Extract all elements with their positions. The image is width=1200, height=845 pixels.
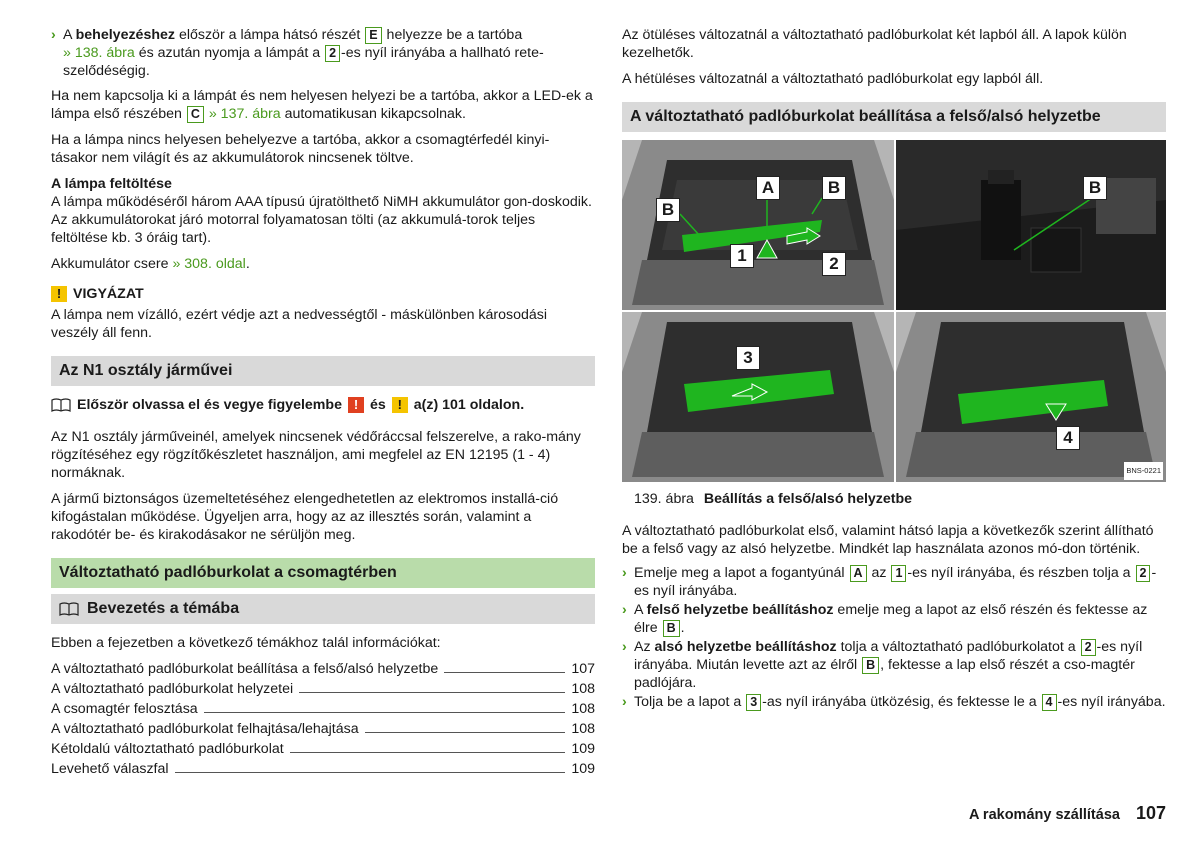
text: Emelje meg a lapot a fogantyúnál — [634, 565, 849, 581]
label-box-4: 4 — [1042, 694, 1057, 711]
page-footer — [969, 804, 1166, 824]
trunk-image — [622, 140, 894, 310]
toc-leader — [175, 772, 566, 773]
step-arrow-icon: › — [622, 602, 627, 618]
floor-heading: Változtatható padlóburkolat a csomagtérben — [51, 558, 595, 588]
page-number: 107 — [1135, 803, 1166, 823]
note-text: és — [369, 397, 386, 413]
caption-title: Beállítás a felső/alsó helyzetbe — [703, 491, 913, 507]
figure-code: BNS-0221 — [1124, 462, 1163, 480]
label-box-a: A — [850, 565, 867, 582]
figure-caption — [634, 490, 1166, 508]
toc-title: A változtatható padlóburkolat beállítása a felső/alsó helyzetbe — [51, 661, 439, 677]
charge-paragraph: A lámpa működéséről három AAA típusú újratölthető NiMH akkumulátor gon-doskodik. Az akkumulátorokat járó motorral folyamatosan tölti (az akkumulá-torok teljes feltöltése kb. 3 óráig tart). — [51, 194, 592, 246]
intro-text: Ebben a fejezetben a következő témákhoz talál információkat: — [51, 635, 441, 651]
step-arrow-icon: › — [51, 27, 56, 43]
text: emelje meg a lapot az első részén és fektesse az élre — [634, 602, 1148, 636]
figure-panel-1 — [622, 140, 894, 310]
left-column — [51, 26, 595, 778]
right-column — [622, 26, 1166, 712]
label-1: 1 — [730, 244, 754, 268]
five-seat-paragraph: Az ötüléses változatnál a változtatható padlóburkolat két lapból áll. A lapok külön kezelhetők. — [622, 27, 1127, 61]
step-arrow-icon: › — [622, 694, 627, 710]
text: -es nyíl irányába. — [1057, 694, 1166, 710]
keyword: felső helyzetbe beállításhoz — [646, 602, 834, 618]
label-box-b: B — [862, 657, 879, 674]
page-link-308[interactable]: » 308. oldal — [172, 256, 246, 272]
label-b: B — [656, 198, 680, 222]
text: A — [63, 27, 76, 43]
warning-title — [51, 285, 595, 303]
figure-panel-4 — [896, 312, 1166, 482]
footer-section: A rakomány szállítása — [968, 807, 1120, 823]
book-icon — [51, 398, 71, 412]
label-box-2: 2 — [1081, 639, 1096, 656]
n1-paragraph-2: A jármű biztonságos üzemeltetéséhez elengedhetetlen az elektromos installá-ció kifogástalan működése. Ügyeljen arra, hogy az az illesztés során, valamint a rakodótér be- és kirakodásakor ne sérüljön meg. — [51, 491, 559, 543]
toc-page: 108 — [571, 701, 595, 717]
n1-paragraph-1: Az N1 osztály járműveinél, amelyek nincsenek védőráccsal felszerelve, a rako-mány rögzítéséhez egy rögzítőkészletet használjon, ami megfelel az EN 12195 (1 - 4) normáknak. — [51, 429, 581, 481]
text: A — [634, 602, 647, 618]
warning-icon: ! — [51, 286, 67, 302]
detail-image — [896, 140, 1166, 310]
label-box-b: B — [663, 620, 680, 637]
text: először a lámpa hátsó részét — [175, 27, 365, 43]
step-arrow-icon: › — [622, 639, 627, 655]
figure-panel-2 — [896, 140, 1166, 310]
toc-leader — [299, 692, 565, 693]
insert-lamp-step — [51, 26, 595, 80]
figure-139 — [622, 140, 1166, 482]
adjust-paragraph: A változtatható padlóburkolat első, valamint hátsó lapja a következők szerint állítható be a felső vagy az alsó helyzetbe. Mindkét lap használata azonos mó-don történik. — [622, 523, 1154, 557]
text: -es nyíl irányába. Miután levette azt az élről — [634, 639, 1143, 673]
label-box-c: C — [187, 106, 204, 123]
label-box-2: 2 — [1136, 565, 1151, 582]
text: -es nyíl irányába, és részben tolja a — [907, 565, 1135, 581]
note-text: a(z) 101 oldalon. — [413, 397, 525, 413]
label-a: A — [756, 176, 780, 200]
label-2: 2 — [822, 252, 846, 276]
text: Az — [634, 639, 655, 655]
toc-row[interactable] — [51, 678, 595, 698]
led-paragraph — [51, 87, 595, 123]
danger-icon: ! — [348, 397, 364, 413]
label-3: 3 — [736, 346, 760, 370]
toc-row[interactable] — [51, 758, 595, 778]
label-box-1: 1 — [891, 565, 906, 582]
toc-leader — [290, 752, 566, 753]
step-arrow-icon: › — [622, 565, 627, 581]
toc-title: A változtatható padlóburkolat helyzetei — [51, 681, 294, 697]
toc-leader — [444, 672, 565, 673]
caption-number: 139. ábra — [634, 491, 694, 507]
adjust-heading: A változtatható padlóburkolat beállítása a felső/alsó helyzetbe — [622, 102, 1166, 132]
text: . — [245, 256, 250, 272]
step-3 — [622, 638, 1166, 692]
intro-heading-label: Bevezetés a témába — [87, 600, 240, 617]
figure-panel-3 — [622, 312, 894, 482]
text: Akkumulátor csere — [51, 256, 173, 272]
toc-row[interactable] — [51, 718, 595, 738]
warning-text: A lámpa nem vízálló, ezért védje azt a nedvességtől - máskülönben károsodási veszély áll fenn. — [51, 307, 548, 341]
text: , fektesse a lap első részét a cso-magtér padlójára. — [634, 657, 1135, 691]
intro-heading — [51, 594, 595, 624]
text: Tolja be a lapot a — [634, 694, 746, 710]
trunk-image — [622, 312, 894, 482]
label-b: B — [1083, 176, 1107, 200]
n1-note — [51, 396, 595, 414]
text: . — [680, 620, 685, 636]
toc-page: 108 — [571, 681, 595, 697]
label-box-2: 2 — [325, 45, 340, 62]
book-icon — [59, 602, 79, 616]
figure-link-137[interactable]: » 137. ábra — [208, 106, 281, 122]
keyword: behelyezéshez — [75, 27, 175, 43]
battery-paragraph — [51, 255, 595, 273]
step-1 — [622, 564, 1166, 600]
toc-row[interactable] — [51, 738, 595, 758]
label-4: 4 — [1056, 426, 1080, 450]
toc-title: A csomagtér felosztása — [51, 701, 198, 717]
holder-paragraph: Ha a lámpa nincs helyesen behelyezve a tartóba, akkor a csomagtérfedél kinyi-tásakor nem világít és az akkumulátorok nincsenek töltve. — [51, 132, 550, 166]
text: -as nyíl irányába ütközésig, és fektesse le a — [762, 694, 1041, 710]
toc-leader — [204, 712, 566, 713]
keyword: alsó helyzetbe beállításhoz — [654, 639, 837, 655]
toc-title: Kétoldalú változtatható padlóburkolat — [51, 741, 284, 757]
charge-title: A lámpa feltöltése — [51, 176, 172, 192]
trunk-image — [896, 312, 1166, 482]
toc-row[interactable] — [51, 698, 595, 718]
text: -es nyíl irányába a hallható rete-szelődéségig. — [63, 45, 544, 79]
warning-label: VIGYÁZAT — [73, 286, 144, 302]
seven-seat-paragraph: A hétüléses változatnál a változtatható padlóburkolat egy lapból áll. — [622, 71, 1044, 87]
toc-title: A változtatható padlóburkolat felhajtása/lehajtása — [51, 721, 359, 737]
toc-page: 108 — [571, 721, 595, 737]
toc-page: 109 — [571, 741, 595, 757]
step-2 — [622, 601, 1166, 637]
n1-heading: Az N1 osztály járművei — [51, 356, 595, 386]
text: és azután nyomja a lámpát a — [134, 45, 325, 61]
text: -es nyíl irányába. — [634, 565, 1157, 599]
text: Ha nem kapcsolja ki a lámpát és nem helyesen helyezi be a tartóba, akkor a LED-ek a lámpa első részében — [51, 88, 593, 122]
toc-page: 109 — [571, 761, 595, 777]
label-box-3: 3 — [746, 694, 761, 711]
figure-link-138[interactable]: » 138. ábra — [63, 45, 135, 61]
text: az — [867, 565, 891, 581]
label-box-e: E — [365, 27, 381, 44]
toc-list — [51, 658, 595, 778]
text: helyezze be a tartóba — [382, 27, 523, 43]
toc-page: 107 — [571, 661, 595, 677]
warning-icon: ! — [392, 397, 408, 413]
toc-leader — [365, 732, 566, 733]
label-b: B — [822, 176, 846, 200]
note-text: Először olvassa el és vegye figyelembe — [77, 397, 342, 413]
text: tolja a változtatható padlóburkolatot a — [836, 639, 1080, 655]
toc-title: Levehető válaszfal — [51, 761, 169, 777]
toc-row[interactable] — [51, 658, 595, 678]
text: automatikusan kikapcsolnak. — [280, 106, 466, 122]
step-4 — [622, 693, 1166, 711]
